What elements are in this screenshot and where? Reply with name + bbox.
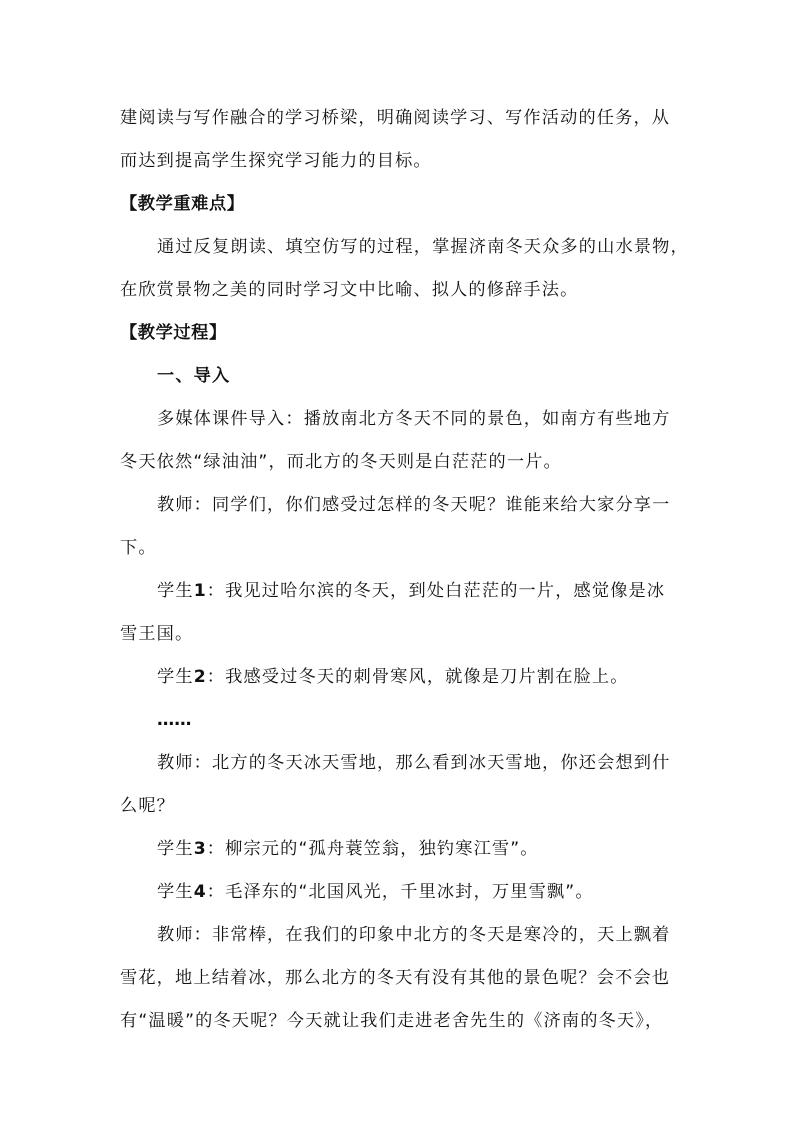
paragraph-line: 而达到提高学生探究学习能力的目标。 [120,151,432,171]
speaker-text: ：我见过哈尔滨的冬天，到处白茫茫的一片，感觉像是冰 [206,581,666,601]
paragraph-line: 么呢？ [120,796,176,816]
document-body [120,101,689,1047]
section-heading-process: 【教学过程】 [120,323,227,343]
paragraph-line: 多媒体课件导入：播放南北方冬天不同的景色，如南方有些地方 [157,409,671,429]
speaker-text: ：柳宗元的“孤舟蓑笠翁，独钓寒江雪”。 [206,839,539,859]
paragraph-line: 建阅读与写作融合的学习桥梁，明确阅读学习、写作活动的任务，从 [120,108,671,128]
speaker-number: 1 [193,581,207,601]
student-2-line [120,660,680,703]
subsection-heading-intro: 一、导入 [157,366,231,386]
speaker-text: ：我感受过冬天的刺骨寒风，就像是刀片割在脸上。 [206,667,629,687]
speaker-label: 学生 [157,667,194,687]
section-heading-key-points: 【教学重难点】 [120,194,245,214]
speaker-number: 3 [193,839,207,859]
speaker-number: 2 [193,667,207,687]
student-1-line [120,574,680,617]
paragraph-line: 教师：北方的冬天冰天雪地，那么看到冰天雪地，你还会想到什 [157,753,671,773]
paragraph-line: 雪王国。 [120,624,194,644]
student-4-line [120,875,680,918]
paragraph-line: 有“温暖”的冬天呢？今天就让我们走进老舍先生的《济南的冬天》， [120,1011,664,1031]
speaker-label: 学生 [157,882,194,902]
paragraph-line: 在欣赏景物之美的同时学习文中比喻、拟人的修辞手法。 [120,280,579,300]
paragraph-line: 冬天依然“绿油油”，而北方的冬天则是白茫茫的一片。 [120,452,562,472]
speaker-label: 学生 [157,839,194,859]
ellipsis: …… [157,710,192,730]
paragraph-line: 教师：同学们，你们感受过怎样的冬天呢？谁能来给大家分享一 [157,495,671,515]
paragraph-line: 下。 [120,538,157,558]
paragraph-line: 教师：非常棒，在我们的印象中北方的冬天是寒冷的，天上飘着 [157,925,671,945]
speaker-label: 学生 [157,581,194,601]
speaker-number: 4 [193,882,207,902]
paragraph-line: 雪花，地上结着冰，那么北方的冬天有没有其他的景色呢？会不会也 [120,968,671,988]
paragraph-line: 通过反复朗读、填空仿写的过程，掌握济南冬天众多的山水景物， [157,237,689,257]
student-3-line [120,832,680,875]
speaker-text: ：毛泽东的“北国风光，千里冰封，万里雪飘”。 [206,882,594,902]
